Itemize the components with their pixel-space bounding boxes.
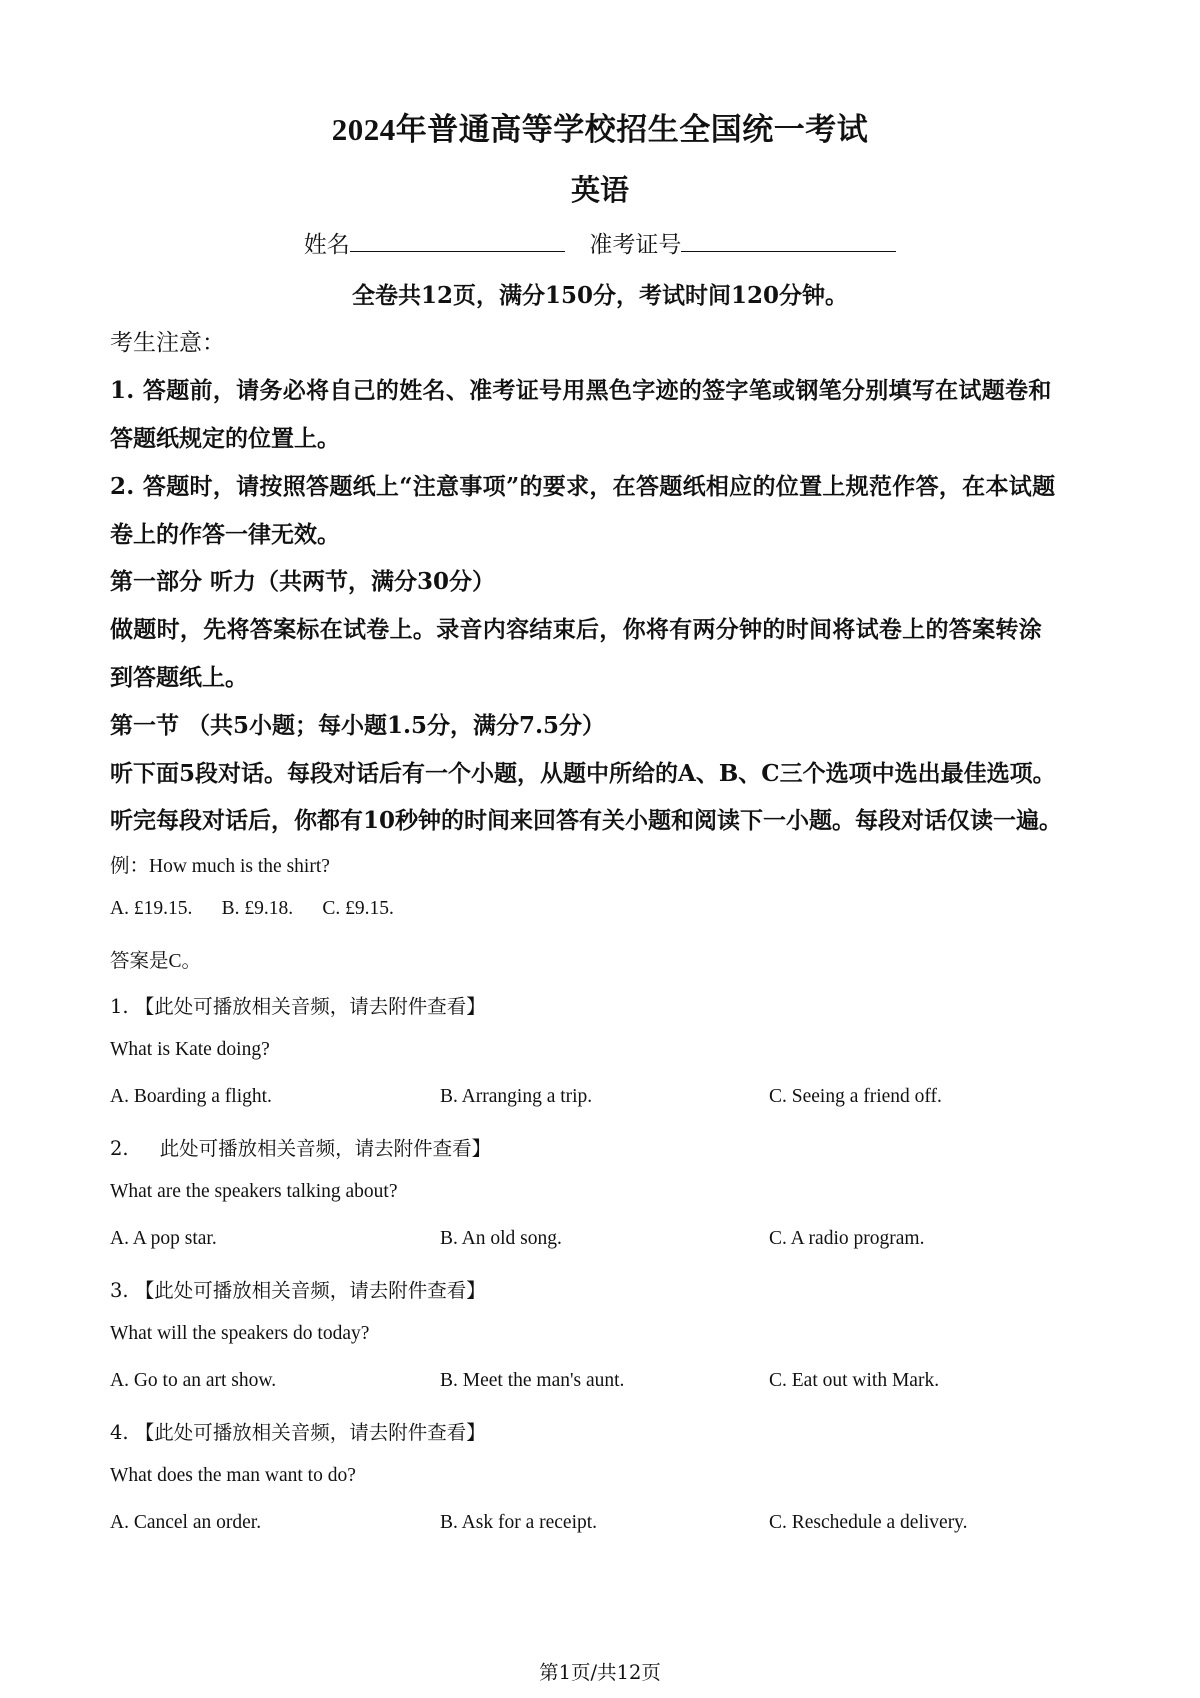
note-2-line-2: 卷上的作答一律无效。 [110, 521, 340, 548]
part1-intro-line-1: 做题时，先将答案标在试卷上。录音内容结束后，你将有两分钟的时间将试卷上的答案转涂 [110, 616, 1042, 643]
question-3-audio-link[interactable]: 3. 【此处可播放相关音频，请去附件查看】 [110, 1279, 486, 1302]
question-4-option-c: C. Reschedule a delivery. [769, 1512, 968, 1533]
part1-heading: 第一部分 听力（共两节，满分30分） [110, 568, 496, 595]
example-answer: 答案是C。 [110, 951, 202, 972]
question-2-option-b: B. An old song. [440, 1228, 562, 1249]
notes-heading: 考生注意： [110, 330, 225, 356]
question-1-option-c: C. Seeing a friend off. [769, 1086, 942, 1107]
question-3-option-a: A. Go to an art show. [110, 1370, 277, 1391]
section1-instruction-line-2: 听完每段对话后，你都有10秒钟的时间来回答有关小题和阅读下一小题。每段对话仅读一遍。 [110, 807, 1063, 834]
exam-info: 全卷共12页，满分150分，考试时间120分钟。 [351, 282, 849, 309]
question-4-option-a: A. Cancel an order. [110, 1512, 262, 1533]
candidate-info-line [0, 226, 1200, 259]
section1-heading: 第一节 （共5小题；每小题1.5分，满分7.5分） [110, 712, 606, 739]
question-2-option-a: A. A pop star. [110, 1228, 217, 1249]
question-4-option-b: B. Ask for a receipt. [440, 1512, 598, 1533]
note-1-line-1: 1. 答题前，请务必将自己的姓名、准考证号用黑色字迹的签字笔或钢笔分别填写在试题卷和 [110, 377, 1052, 404]
exam-title: 2024年普通高等学校招生全国统一考试 [331, 112, 869, 147]
id-blank[interactable] [681, 229, 896, 252]
question-1-option-b: B. Arranging a trip. [440, 1086, 593, 1107]
question-2-text: What are the speakers talking about? [110, 1181, 398, 1202]
example-options: A. £19.15. B. £9.18. C. £9.15. [110, 898, 394, 919]
question-3-text: What will the speakers do today? [110, 1323, 370, 1344]
section1-instruction-line-1: 听下面5段对话。每段对话后有一个小题，从题中所给的A、B、C三个选项中选出最佳选项。 [110, 760, 1056, 787]
id-label: 准考证号 [589, 232, 682, 258]
question-1-option-a: A. Boarding a flight. [110, 1086, 272, 1107]
question-2-audio-link[interactable]: 2. 此处可播放相关音频，请去附件查看】 [110, 1137, 492, 1160]
question-4-audio-link[interactable]: 4. 【此处可播放相关音频，请去附件查看】 [110, 1421, 486, 1444]
note-2-line-1: 2. 答题时，请按照答题纸上“注意事项”的要求，在答题纸相应的位置上规范作答，在本试题 [110, 473, 1056, 500]
subject-title: 英语 [570, 173, 629, 207]
question-1-text: What is Kate doing? [110, 1039, 270, 1060]
question-4-text: What does the man want to do? [110, 1465, 356, 1486]
question-2-option-c: C. A radio program. [769, 1228, 925, 1249]
page-footer: 第1页/共12页 [539, 1661, 661, 1684]
name-blank[interactable] [350, 229, 565, 252]
question-3-option-b: B. Meet the man's aunt. [440, 1370, 625, 1391]
part1-intro-line-2: 到答题纸上。 [110, 664, 248, 691]
example-question: 例：How much is the shirt? [110, 856, 330, 877]
note-1-line-2: 答题纸规定的位置上。 [110, 425, 340, 452]
name-label: 姓名 [303, 232, 350, 258]
question-3-option-c: C. Eat out with Mark. [769, 1370, 940, 1391]
question-1-audio-link[interactable]: 1. 【此处可播放相关音频，请去附件查看】 [110, 995, 486, 1018]
